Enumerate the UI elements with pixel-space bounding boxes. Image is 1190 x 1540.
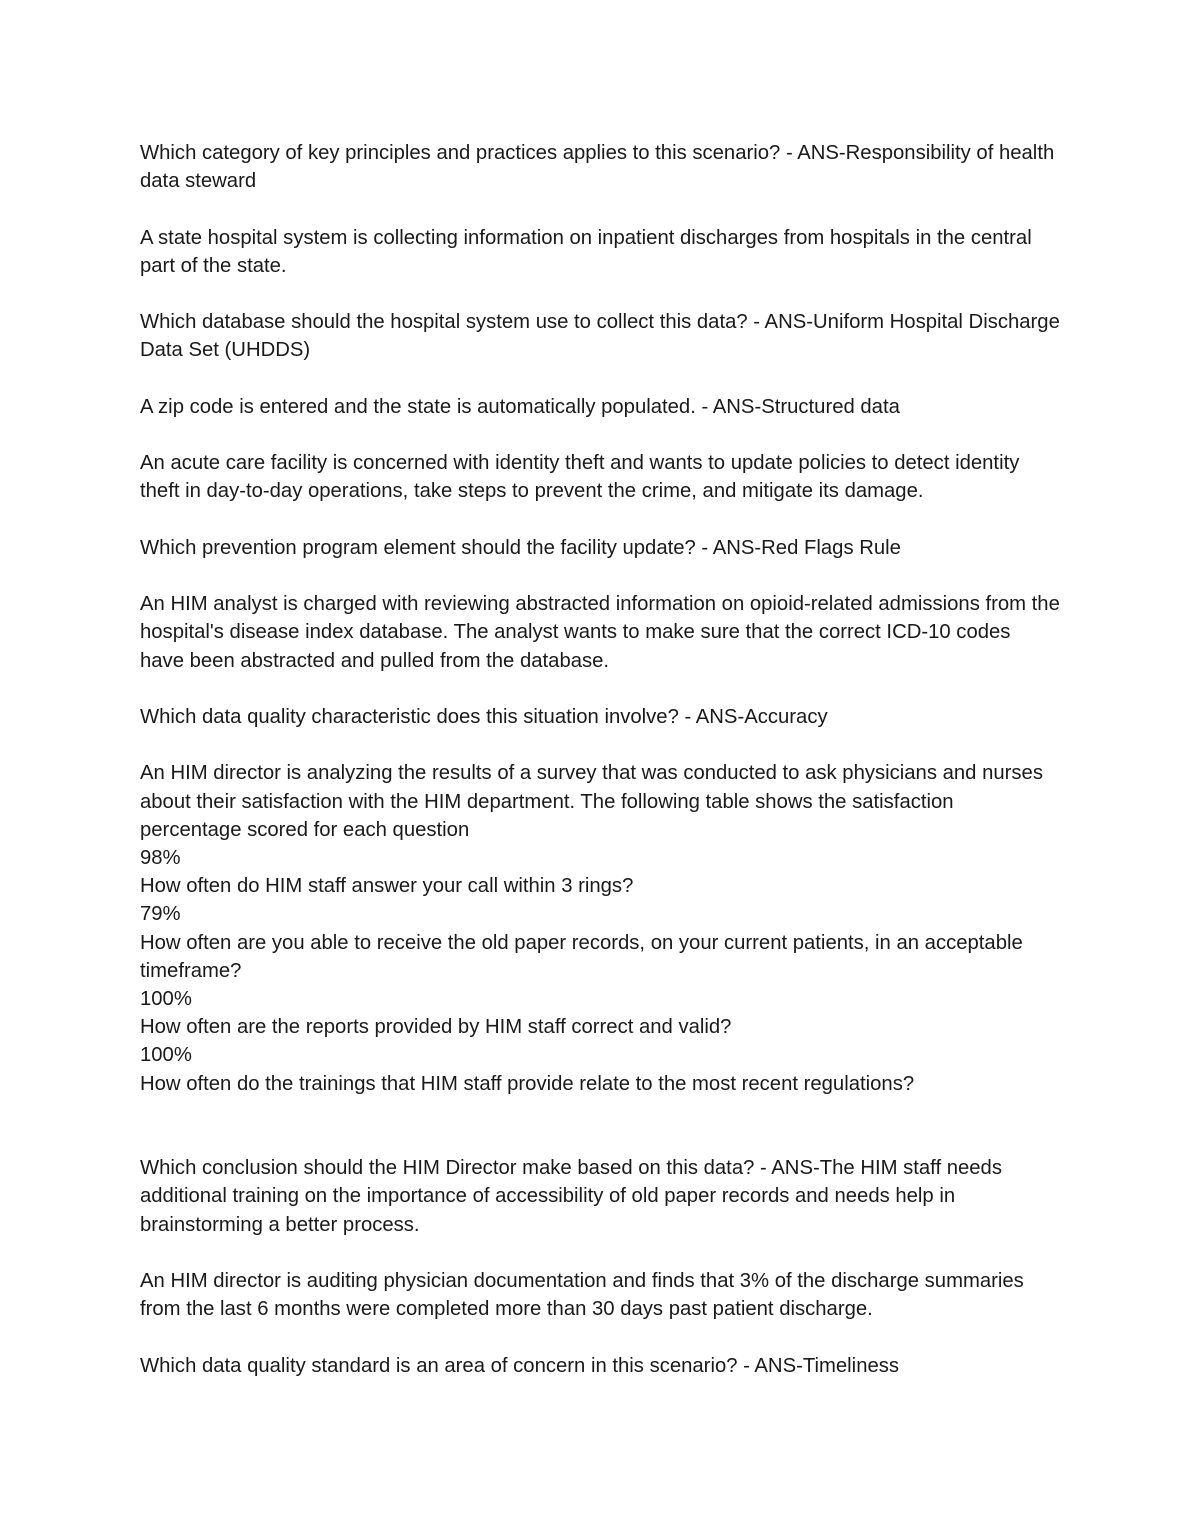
survey-percent: 100% [140,1044,192,1067]
survey-percent: 100% [140,987,192,1010]
paragraph-accuracy-question: Which data quality characteristic does this situation involve? - ANS-Accuracy [140,705,828,728]
paragraph-identity-theft-scenario: An acute care facility is concerned with identity theft and wants to update policies to detect identity theft in day-to-day operations, take steps to prevent the crime, and mitigate its damage. [140,452,1020,503]
survey-question: How often are the reports provided by HIM staff correct and valid? [140,1016,732,1039]
paragraph-data-steward-question: Which category of key principles and practices applies to this scenario? - ANS-Responsibility of health data steward [140,142,1055,193]
paragraph-him-analyst-scenario: An HIM analyst is charged with reviewing abstracted information on opioid-related admissions from the hospital's disease index database. The analyst wants to make sure that the correct ICD-10 codes have been abstracted and pulled from the database. [140,593,1060,672]
paragraph-survey-scenario: An HIM director is analyzing the results of a survey that was conducted to ask physicians and nurses about their satisfaction with the HIM department. The following table shows the satisfaction percentage scored for each question [140,762,1043,841]
survey-question: How often do HIM staff answer your call within 3 rings? [140,875,634,898]
paragraph-timeliness-question: Which data quality standard is an area of concern in this scenario? - ANS-Timeliness [140,1354,900,1377]
survey-percent: 79% [140,903,181,926]
survey-question: How often do the trainings that HIM staff provide relate to the most recent regulations? [140,1072,915,1095]
document-body [140,139,1060,1380]
survey-question: How often are you able to receive the old paper records, on your current patients, in an acceptable timeframe? [140,931,1023,982]
paragraph-prevention-question: Which prevention program element should the facility update? - ANS-Red Flags Rule [140,536,901,559]
survey-list [140,844,1060,1098]
paragraph-database-question: Which database should the hospital system use to collect this data? - ANS-Uniform Hospital Discharge Data Set (UHDDS) [140,311,1060,362]
paragraph-conclusion-question: Which conclusion should the HIM Director make based on this data? - ANS-The HIM staff needs additional training on the importance of accessibility of old paper records and needs help in brainstorming a better process. [140,1157,1002,1236]
paragraph-documentation-audit-scenario: An HIM director is auditing physician documentation and finds that 3% of the discharge summaries from the last 6 months were completed more than 30 days past patient discharge. [140,1269,1024,1321]
survey-percent: 98% [140,846,181,869]
paragraph-state-hospital-scenario: A state hospital system is collecting information on inpatient discharges from hospitals in the central part of the state. [140,226,1032,277]
paragraph-zip-code-question: A zip code is entered and the state is automatically populated. - ANS-Structured data [140,395,900,418]
